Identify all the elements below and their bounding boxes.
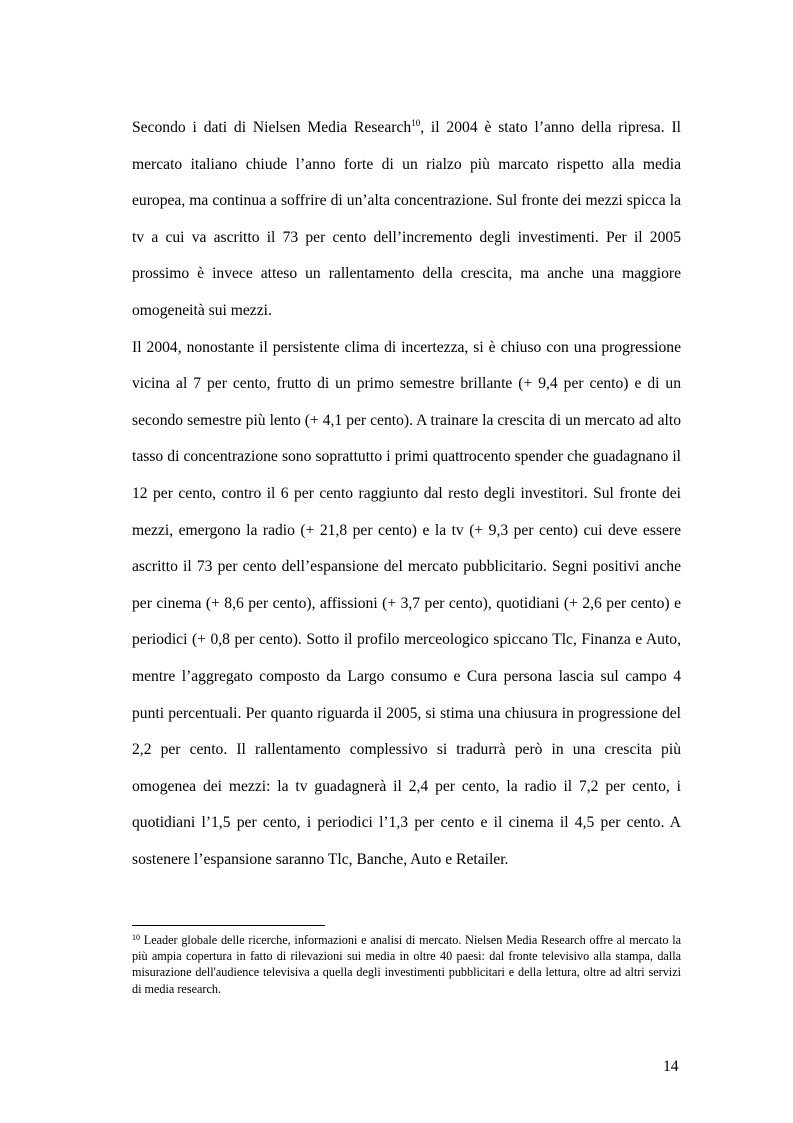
footnote-text: Leader globale delle ricerche, informazioni e analisi di mercato. Nielsen Media Research offre al mercato la più ampia copertura in fatto di rilevazioni sui media in oltre 40 paesi: dal fronte televisivo alla stampa, dalla misurazione dell'audience televisiva a quella degli investimenti pubblicitari e della lettura, oltre ad altri servizi di media research. (132, 933, 681, 996)
paragraph-1 (132, 110, 681, 330)
page-number: 14 (663, 1058, 679, 1075)
footnote-separator (132, 925, 325, 926)
footnote (132, 932, 681, 997)
footnote-reference[interactable]: 10 (411, 118, 421, 128)
paragraph-1-start: Secondo i dati di Nielsen Media Research (132, 119, 412, 136)
body-text (132, 110, 681, 878)
paragraph-1-rest: , il 2004 è stato l’anno della ripresa. Il mercato italiano chiude l’anno forte di un rialzo più marcato rispetto alla media europea, ma continua a soffrire di un’alta concentrazione. Sul fronte dei mezzi spicca la tv a cui va ascritto il 73 per cento dell’incremento degli investimenti. Per il 2005 prossimo è invece atteso un rallentamento della crescita, ma anche una maggiore omogeneità sui mezzi. (132, 119, 681, 319)
footnote-mark: 10 (132, 933, 140, 942)
paragraph-2: Il 2004, nonostante il persistente clima di incertezza, si è chiuso con una progressione vicina al 7 per cento, frutto di un primo semestre brillante (+ 9,4 per cento) e di un secondo semestre più lento (+ 4,1 per cento). A trainare la crescita di un mercato ad alto tasso di concentrazione sono soprattutto i primi quattrocento spender che guadagnano il 12 per cento, contro il 6 per cento raggiunto dal resto degli investitori. Sul fronte dei mezzi, emergono la radio (+ 21,8 per cento) e la tv (+ 9,3 per cento) cui deve essere ascritto il 73 per cento dell’espansione del mercato pubblicitario. Segni positivi anche per cinema (+ 8,6 per cento), affissioni (+ 3,7 per cento), quotidiani (+ 2,6 per cento) e periodici (+ 0,8 per cento). Sotto il profilo merceologico spiccano Tlc, Finanza e Auto, mentre l’aggregato composto da Largo consumo e Cura persona lascia sul campo 4 punti percentuali. Per quanto riguarda il 2005, si stima una chiusura in progressione del 2,2 per cento. Il rallentamento complessivo si tradurrà però in una crescita più omogenea dei mezzi: la tv guadagnerà il 2,4 per cento, la radio il 7,2 per cento, i quotidiani l’1,5 per cento, i periodici l’1,3 per cento e il cinema il 4,5 per cento. A sostenere l’espansione saranno Tlc, Banche, Auto e Retailer. (132, 338, 681, 868)
